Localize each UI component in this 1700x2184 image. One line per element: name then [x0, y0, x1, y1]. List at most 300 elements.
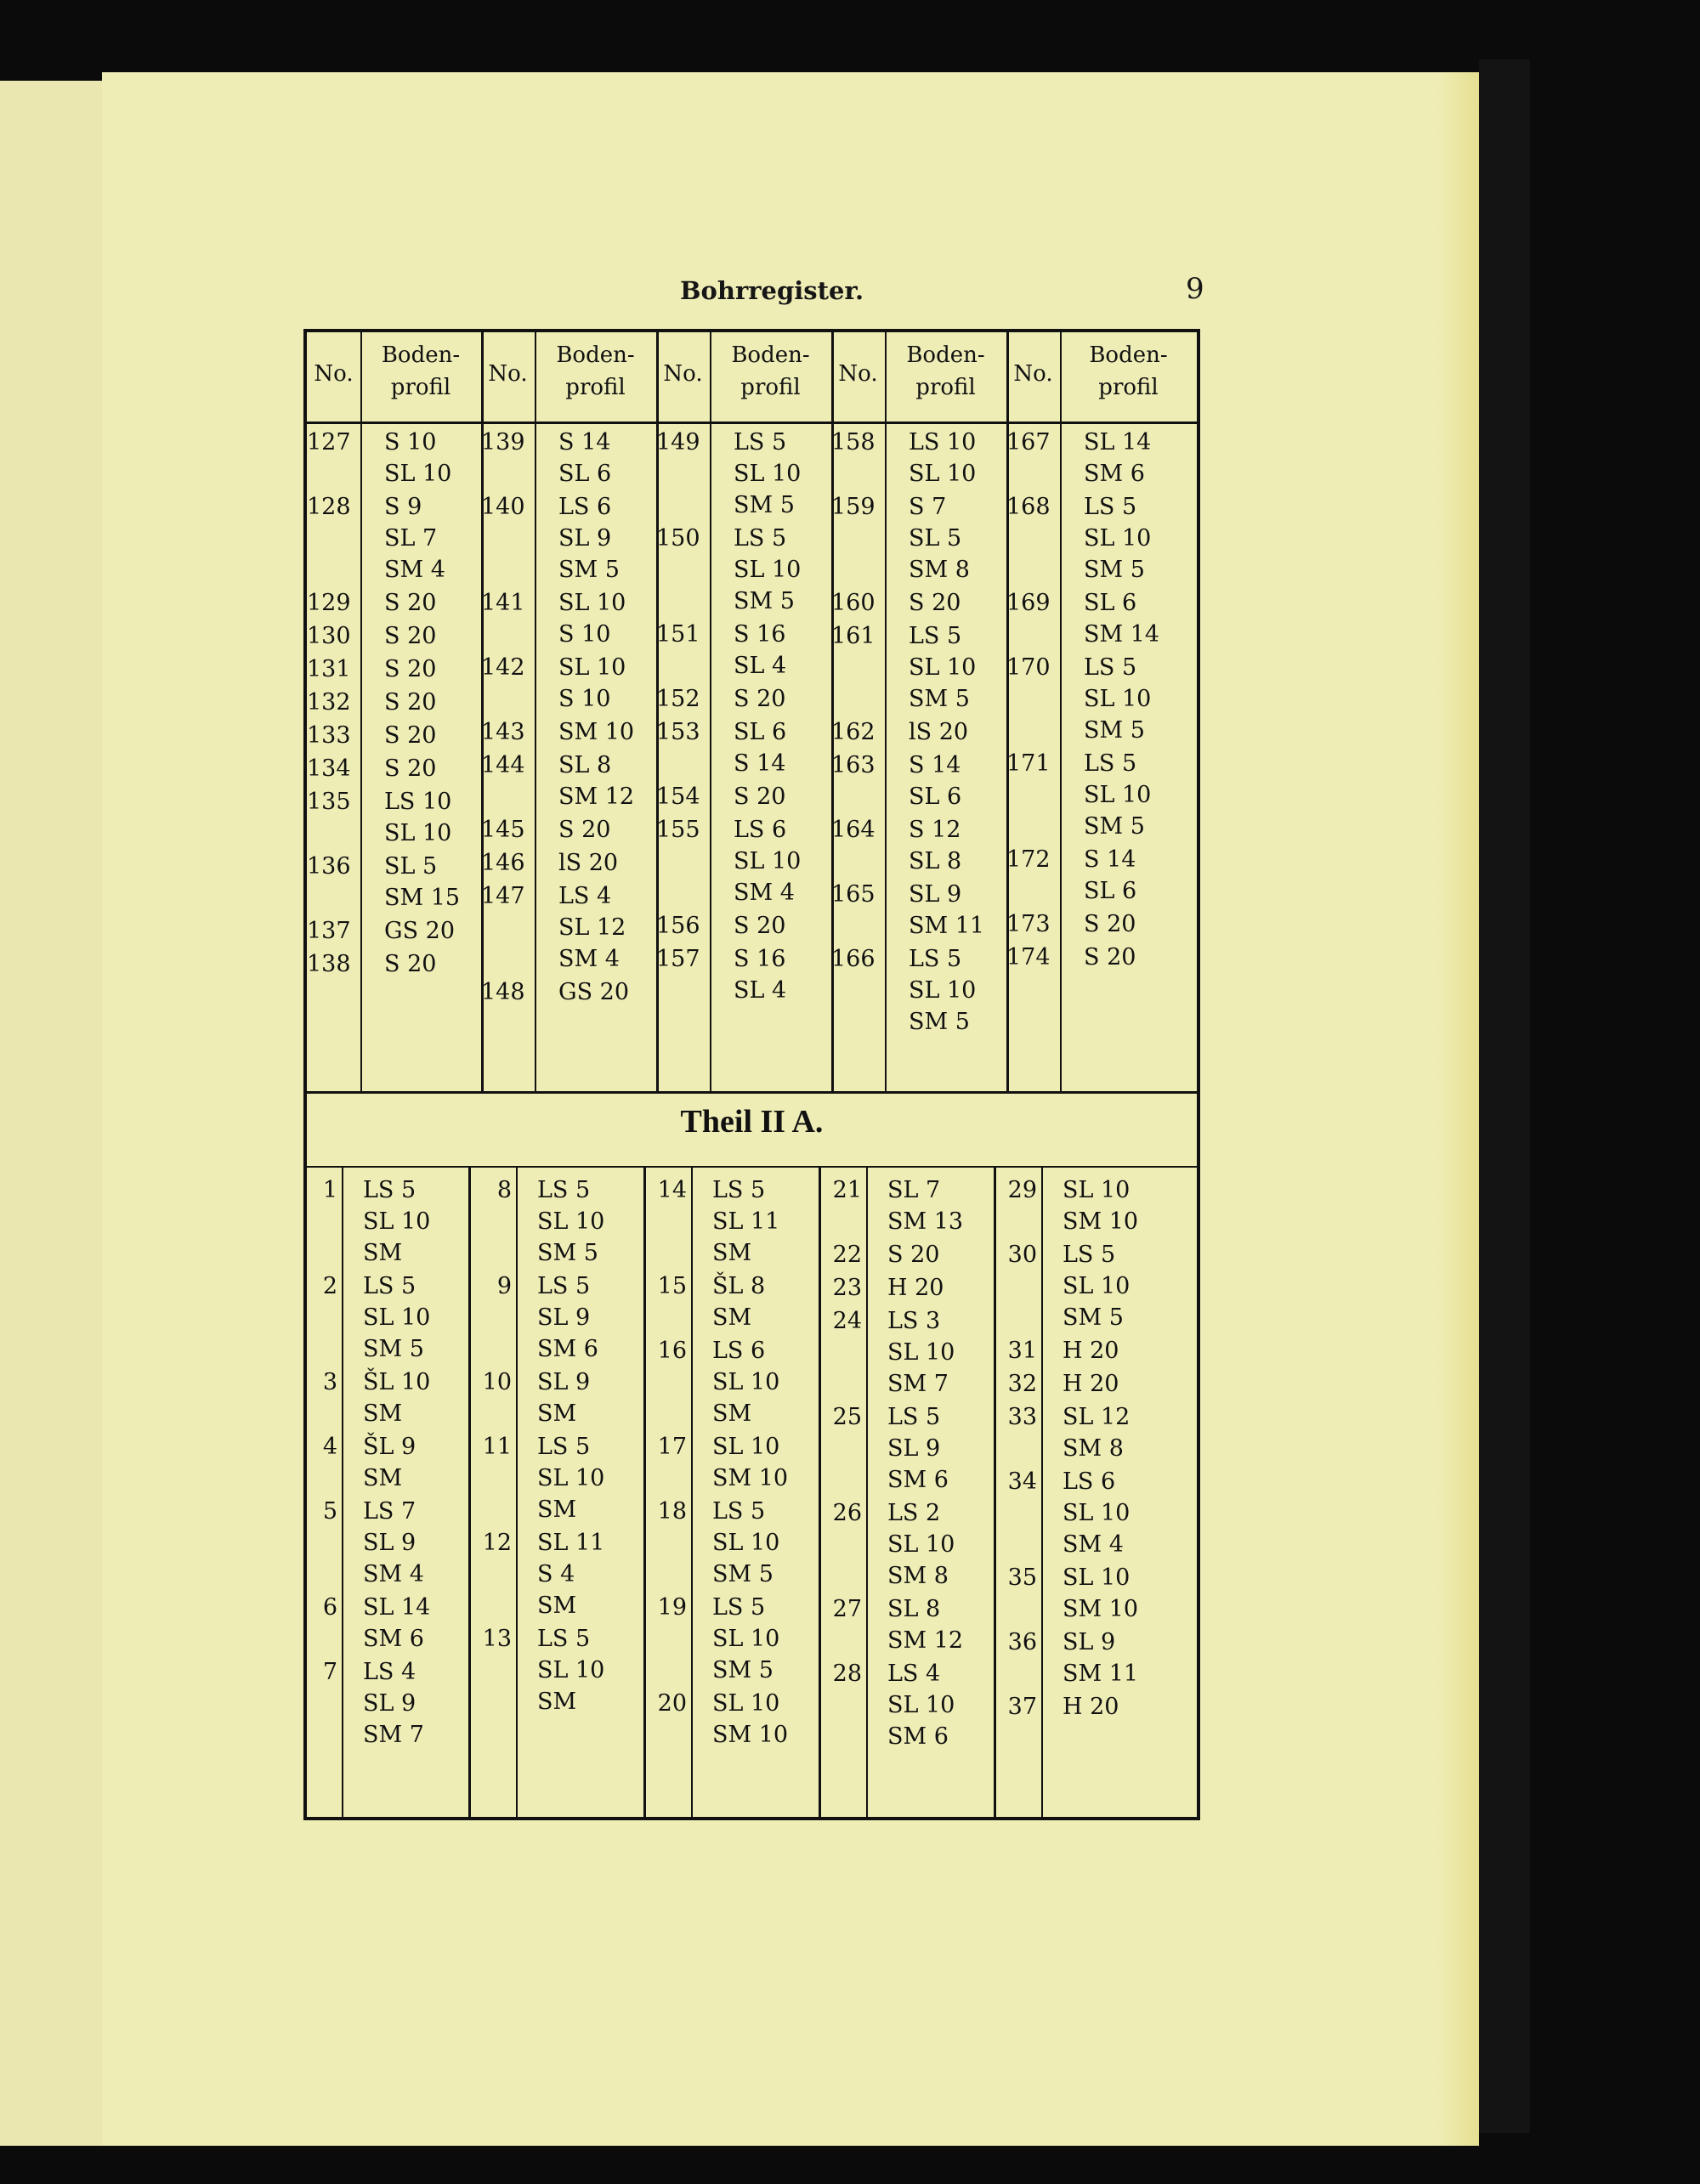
entry-number: 1: [322, 1177, 337, 1203]
header-profile-line1: Boden-: [906, 342, 985, 368]
entry-number: 160: [831, 590, 876, 616]
profile-line: SM: [537, 1400, 577, 1427]
entry-number: 138: [307, 951, 351, 977]
header-profile-line1: Boden-: [1089, 342, 1168, 368]
profile-line: SM 14: [1084, 621, 1160, 648]
entry-number: 17: [657, 1434, 687, 1460]
header-profile-line2: profil: [565, 375, 626, 400]
profile-line: SM 8: [887, 1563, 949, 1589]
entry-number: 147: [481, 883, 525, 909]
profile-line: S 16: [734, 946, 786, 972]
profile-line: SL 9: [537, 1304, 591, 1331]
profile-line: S 14: [734, 750, 786, 777]
profile-line: S 14: [1084, 846, 1136, 873]
profile-line: ŠL 8: [712, 1273, 766, 1299]
no-column-divider: [691, 1168, 693, 1817]
header-profile-line2: profil: [390, 375, 451, 400]
profile-line: SL 10: [887, 1692, 955, 1718]
profile-line: SL 8: [887, 1596, 941, 1622]
entry-number: 169: [1006, 590, 1051, 616]
profile-line: LS 5: [1084, 750, 1137, 777]
profile-line: SL 10: [909, 977, 977, 1004]
profile-line: LS 5: [537, 1434, 591, 1460]
bore-register-table: [303, 329, 1200, 1820]
profile-line: SM 7: [363, 1722, 424, 1748]
profile-line: SL 4: [734, 977, 787, 1004]
profile-line: SL 6: [1084, 878, 1137, 904]
entry-number: 174: [1006, 944, 1051, 970]
profile-line: S 20: [384, 689, 437, 716]
header-profile-line1: Boden-: [731, 342, 810, 368]
profile-line: LS 5: [887, 1404, 941, 1430]
profile-line: H 20: [1062, 1371, 1119, 1397]
profile-line: SM 6: [887, 1467, 949, 1493]
entry-number: 35: [1007, 1564, 1037, 1591]
profile-line: SM 5: [712, 1561, 774, 1587]
header-rule: [307, 422, 1197, 424]
profile-line: SM: [712, 1400, 752, 1427]
profile-line: LS 7: [363, 1498, 416, 1525]
profile-line: SM 4: [734, 880, 795, 906]
no-column-divider: [342, 1168, 343, 1817]
entry-number: 167: [1006, 429, 1051, 455]
entry-number: 162: [831, 719, 876, 745]
profile-line: SL 12: [1062, 1404, 1130, 1430]
profile-line: SM 5: [734, 492, 795, 518]
entry-number: 142: [481, 654, 525, 681]
profile-line: SL 9: [363, 1530, 416, 1556]
entry-number: 172: [1006, 846, 1051, 873]
entry-number: 165: [831, 881, 876, 908]
profile-line: SL 8: [558, 752, 612, 778]
profile-line: SL 10: [537, 1465, 605, 1491]
facing-page-edge: [0, 81, 105, 2146]
profile-line: SM 4: [558, 946, 620, 972]
no-column-divider: [866, 1168, 868, 1817]
profile-line: SL 10: [734, 461, 802, 487]
profile-line: SL 8: [909, 848, 962, 874]
running-title: Bohrregister.: [680, 276, 864, 305]
header-profile-line1: Boden-: [556, 342, 635, 368]
entry-number: 14: [657, 1177, 687, 1203]
profile-line: S 10: [384, 429, 437, 455]
profile-line: LS 5: [734, 429, 787, 455]
entry-number: 18: [657, 1498, 687, 1525]
entry-number: 24: [832, 1308, 862, 1334]
profile-line: SL 10: [363, 1304, 431, 1331]
page-edge-shadow: [1436, 72, 1479, 2146]
profile-line: SL 9: [537, 1369, 591, 1395]
profile-line: S 20: [734, 686, 786, 712]
entry-number: 136: [307, 853, 351, 880]
entry-number: 137: [307, 918, 351, 944]
profile-line: LS 10: [384, 789, 452, 815]
profile-line: SL 10: [1062, 1500, 1130, 1526]
profile-line: S 20: [384, 590, 437, 616]
header-profile-line1: Boden-: [381, 342, 461, 368]
profile-line: SL 6: [558, 461, 612, 487]
profile-line: SM 8: [1062, 1435, 1124, 1462]
entry-number: 127: [307, 429, 351, 455]
profile-line: SL 11: [537, 1530, 605, 1556]
header-profile: [710, 339, 831, 404]
profile-line: SL 14: [1084, 429, 1152, 455]
profile-line: S 14: [558, 429, 611, 455]
profile-line: LS 6: [712, 1338, 766, 1364]
entry-number: 5: [322, 1498, 337, 1525]
profile-line: SM: [363, 1400, 403, 1427]
entry-number: 11: [482, 1434, 512, 1460]
profile-line: SL 10: [1084, 782, 1152, 808]
entry-number: 16: [657, 1338, 687, 1364]
entry-number: 2: [322, 1273, 337, 1299]
entry-number: 148: [481, 979, 525, 1005]
profile-line: SL 7: [887, 1177, 941, 1203]
entry-number: 7: [322, 1659, 337, 1685]
entry-number: 130: [307, 623, 351, 649]
profile-line: SL 10: [909, 654, 977, 681]
profile-line: SL 10: [558, 590, 626, 616]
profile-line: S 20: [384, 656, 437, 682]
entry-number: 132: [307, 689, 351, 716]
entry-number: 4: [322, 1434, 337, 1460]
entry-number: 163: [831, 752, 876, 778]
profile-line: SL 10: [1084, 686, 1152, 712]
profile-line: SL 6: [909, 784, 962, 810]
entry-number: 139: [481, 429, 525, 455]
profile-line: SL 10: [712, 1690, 780, 1717]
entry-number: 8: [496, 1177, 512, 1203]
profile-line: S 20: [384, 951, 437, 977]
profile-line: LS 5: [1084, 494, 1137, 520]
profile-line: SL 10: [1062, 1177, 1130, 1203]
profile-line: LS 6: [558, 494, 612, 520]
profile-line: SL 5: [384, 853, 438, 880]
header-profile: [535, 339, 656, 404]
profile-line: ŠL 9: [363, 1434, 416, 1460]
profile-line: SL 10: [887, 1531, 955, 1558]
entry-number: 26: [832, 1500, 862, 1526]
profile-line: S 20: [384, 755, 437, 782]
header-no: No.: [838, 361, 878, 387]
header-profile-line2: profil: [1098, 375, 1159, 400]
entry-number: 19: [657, 1594, 687, 1621]
no-column-divider: [535, 332, 536, 1091]
profile-line: H 20: [887, 1275, 944, 1301]
no-column-divider: [1060, 332, 1062, 1091]
profile-line: SM 6: [363, 1626, 424, 1652]
entry-number: 15: [657, 1273, 687, 1299]
profile-line: SM: [363, 1465, 403, 1491]
profile-line: ŠL 10: [363, 1369, 431, 1395]
profile-line: SL 10: [363, 1208, 431, 1235]
profile-line: LS 5: [537, 1177, 591, 1203]
header-no: No.: [1013, 361, 1053, 387]
profile-line: SM 12: [558, 784, 635, 810]
entry-number: 3: [322, 1369, 337, 1395]
profile-line: SM: [537, 1497, 577, 1523]
profile-line: SL 10: [734, 557, 802, 583]
profile-line: SM 5: [909, 686, 970, 712]
profile-line: LS 5: [712, 1177, 766, 1203]
entry-number: 157: [656, 946, 700, 972]
profile-line: SM 5: [909, 1009, 970, 1035]
profile-line: SM 10: [1062, 1208, 1139, 1235]
entry-number: 145: [481, 817, 525, 843]
profile-line: SL 4: [734, 653, 787, 679]
entry-number: 154: [656, 784, 700, 810]
profile-line: SM 8: [909, 557, 970, 583]
no-column-divider: [516, 1168, 518, 1817]
profile-line: SL 9: [887, 1435, 941, 1462]
entry-number: 25: [832, 1404, 862, 1430]
profile-line: SM 11: [1062, 1661, 1139, 1687]
profile-line: SM: [537, 1689, 577, 1715]
profile-line: LS 4: [887, 1661, 941, 1687]
entry-number: 22: [832, 1242, 862, 1268]
profile-line: SM 5: [1084, 813, 1145, 840]
profile-line: LS 5: [909, 623, 962, 649]
profile-line: SM 7: [887, 1371, 949, 1397]
header-profile: [360, 339, 481, 404]
profile-line: SM 6: [887, 1723, 949, 1750]
profile-line: SL 10: [384, 820, 452, 846]
profile-line: SL 10: [1062, 1564, 1130, 1591]
profile-line: SM 5: [712, 1657, 774, 1683]
profile-line: SM 5: [734, 588, 795, 614]
entry-number: 155: [656, 817, 700, 843]
profile-line: lS 20: [909, 719, 969, 745]
profile-line: LS 10: [909, 429, 977, 455]
entry-number: 164: [831, 817, 876, 843]
profile-line: LS 6: [1062, 1468, 1116, 1495]
profile-line: SM 4: [363, 1561, 424, 1587]
entry-number: 6: [322, 1594, 337, 1621]
entry-number: 21: [832, 1177, 862, 1203]
column-divider: [643, 1168, 646, 1817]
entry-number: 171: [1006, 750, 1051, 777]
entry-number: 135: [307, 789, 351, 815]
entry-number: 141: [481, 590, 525, 616]
profile-line: SM 6: [1084, 461, 1145, 487]
profile-line: SM 15: [384, 885, 461, 911]
entry-number: 129: [307, 590, 351, 616]
entry-number: 23: [832, 1275, 862, 1301]
profile-line: SM 4: [384, 557, 445, 583]
entry-number: 156: [656, 913, 700, 939]
profile-line: SL 10: [1084, 525, 1152, 552]
profile-line: SL 5: [909, 525, 962, 552]
profile-line: S 20: [1084, 944, 1136, 970]
entry-number: 133: [307, 722, 351, 749]
profile-line: GS 20: [384, 918, 456, 944]
entry-number: 173: [1006, 911, 1051, 937]
profile-line: SL 9: [363, 1690, 416, 1717]
profile-line: SL 6: [734, 719, 787, 745]
profile-line: SM 5: [1084, 717, 1145, 744]
header-profile: [885, 339, 1006, 404]
entry-number: 166: [831, 946, 876, 972]
profile-line: SM 10: [1062, 1596, 1139, 1622]
profile-line: LS 5: [909, 946, 962, 972]
profile-line: SM 5: [363, 1336, 424, 1362]
profile-line: SL 6: [1084, 590, 1137, 616]
entry-number: 149: [656, 429, 700, 455]
profile-line: SM 5: [537, 1240, 598, 1266]
profile-line: SL 14: [363, 1594, 431, 1621]
section-title: Theil II A.: [680, 1104, 824, 1140]
entry-number: 29: [1007, 1177, 1037, 1203]
profile-line: LS 4: [558, 883, 612, 909]
profile-line: S 4: [537, 1561, 575, 1587]
profile-line: S 20: [1084, 911, 1136, 937]
profile-line: SL 11: [712, 1208, 780, 1235]
profile-line: SL 12: [558, 914, 626, 941]
entry-number: 27: [832, 1596, 862, 1622]
profile-line: SL 10: [1062, 1273, 1130, 1299]
entry-number: 31: [1007, 1338, 1037, 1364]
entry-number: 146: [481, 850, 525, 876]
profile-line: SM 12: [887, 1627, 964, 1654]
entry-number: 151: [656, 621, 700, 648]
profile-line: SM 13: [887, 1208, 964, 1235]
profile-line: LS 4: [363, 1659, 416, 1685]
profile-line: SL 10: [712, 1626, 780, 1652]
entry-number: 150: [656, 525, 700, 552]
entry-number: 152: [656, 686, 700, 712]
header-no: No.: [488, 361, 528, 387]
header-profile-line2: profil: [740, 375, 801, 400]
profile-line: LS 3: [887, 1308, 941, 1334]
header-profile-line2: profil: [915, 375, 976, 400]
profile-line: SM 5: [1084, 557, 1145, 583]
entry-number: 28: [832, 1661, 862, 1687]
entry-number: 36: [1007, 1629, 1037, 1655]
profile-line: S 10: [558, 621, 611, 648]
profile-line: SL 10: [537, 1657, 605, 1683]
profile-line: S 12: [909, 817, 961, 843]
profile-line: LS 5: [363, 1273, 416, 1299]
profile-line: S 20: [734, 784, 786, 810]
profile-line: S 7: [909, 494, 947, 520]
profile-line: H 20: [1062, 1338, 1119, 1364]
profile-line: S 16: [734, 621, 786, 648]
profile-line: SM 10: [712, 1465, 789, 1491]
profile-line: SM 5: [558, 557, 620, 583]
profile-line: SM 6: [537, 1336, 598, 1362]
profile-line: LS 5: [712, 1594, 766, 1621]
profile-line: S 9: [384, 494, 422, 520]
profile-line: LS 5: [537, 1273, 591, 1299]
entry-number: 30: [1007, 1242, 1037, 1268]
section-rule: [307, 1166, 1197, 1168]
profile-line: S 20: [734, 913, 786, 939]
profile-line: SL 7: [384, 525, 438, 552]
profile-line: S 20: [887, 1242, 940, 1268]
no-column-divider: [1041, 1168, 1043, 1817]
profile-line: S 10: [558, 686, 611, 712]
profile-line: LS 5: [1062, 1242, 1116, 1268]
profile-line: SL 10: [712, 1369, 780, 1395]
entry-number: 13: [482, 1626, 512, 1652]
profile-line: SL 9: [558, 525, 612, 552]
section-rule: [307, 1091, 1197, 1094]
entry-number: 134: [307, 755, 351, 782]
profile-line: SM: [712, 1304, 752, 1331]
profile-line: LS 5: [363, 1177, 416, 1203]
entry-number: 144: [481, 752, 525, 778]
page-number: 9: [1186, 272, 1204, 306]
profile-line: SL 10: [384, 461, 452, 487]
profile-line: SM: [537, 1593, 577, 1619]
no-column-divider: [360, 332, 362, 1091]
profile-line: H 20: [1062, 1694, 1119, 1720]
profile-line: LS 5: [537, 1626, 591, 1652]
entry-number: 37: [1007, 1694, 1037, 1720]
entry-number: 153: [656, 719, 700, 745]
profile-line: S 20: [384, 722, 437, 749]
profile-line: SL 10: [734, 848, 802, 874]
profile-line: S 20: [558, 817, 611, 843]
profile-line: SM: [712, 1240, 752, 1266]
no-column-divider: [885, 332, 887, 1091]
book-cover-edge: [1479, 59, 1530, 2133]
entry-number: 131: [307, 656, 351, 682]
no-column-divider: [710, 332, 711, 1091]
profile-line: SL 10: [558, 654, 626, 681]
entry-number: 140: [481, 494, 525, 520]
profile-line: LS 5: [734, 525, 787, 552]
profile-line: LS 5: [1084, 654, 1137, 681]
entry-number: 143: [481, 719, 525, 745]
profile-line: SM 11: [909, 913, 985, 939]
profile-line: SL 9: [909, 881, 962, 908]
entry-number: 158: [831, 429, 876, 455]
entry-number: 9: [496, 1273, 512, 1299]
profile-line: SM 10: [558, 719, 635, 745]
entry-number: 159: [831, 494, 876, 520]
profile-line: SM: [363, 1240, 403, 1266]
profile-line: SL 10: [712, 1434, 780, 1460]
profile-line: lS 20: [558, 850, 619, 876]
profile-line: SL 10: [712, 1530, 780, 1556]
profile-line: SL 10: [909, 461, 977, 487]
entry-number: 33: [1007, 1404, 1037, 1430]
entry-number: 168: [1006, 494, 1051, 520]
entry-number: 12: [482, 1530, 512, 1556]
profile-line: LS 5: [712, 1498, 766, 1525]
entry-number: 161: [831, 623, 876, 649]
profile-line: S 14: [909, 752, 961, 778]
profile-line: SL 9: [1062, 1629, 1116, 1655]
entry-number: 170: [1006, 654, 1051, 681]
entry-number: 32: [1007, 1371, 1037, 1397]
entry-number: 10: [482, 1369, 512, 1395]
profile-line: SM 4: [1062, 1531, 1124, 1558]
profile-line: SL 10: [887, 1339, 955, 1366]
header-profile: [1060, 339, 1197, 404]
profile-line: GS 20: [558, 979, 630, 1005]
header-no: No.: [314, 361, 354, 387]
profile-line: SM 5: [1062, 1304, 1124, 1331]
profile-line: SM 10: [712, 1722, 789, 1748]
profile-line: LS 2: [887, 1500, 941, 1526]
entry-number: 34: [1007, 1468, 1037, 1495]
column-divider: [468, 1168, 471, 1817]
profile-line: S 20: [909, 590, 961, 616]
profile-line: SL 10: [537, 1208, 605, 1235]
entry-number: 128: [307, 494, 351, 520]
